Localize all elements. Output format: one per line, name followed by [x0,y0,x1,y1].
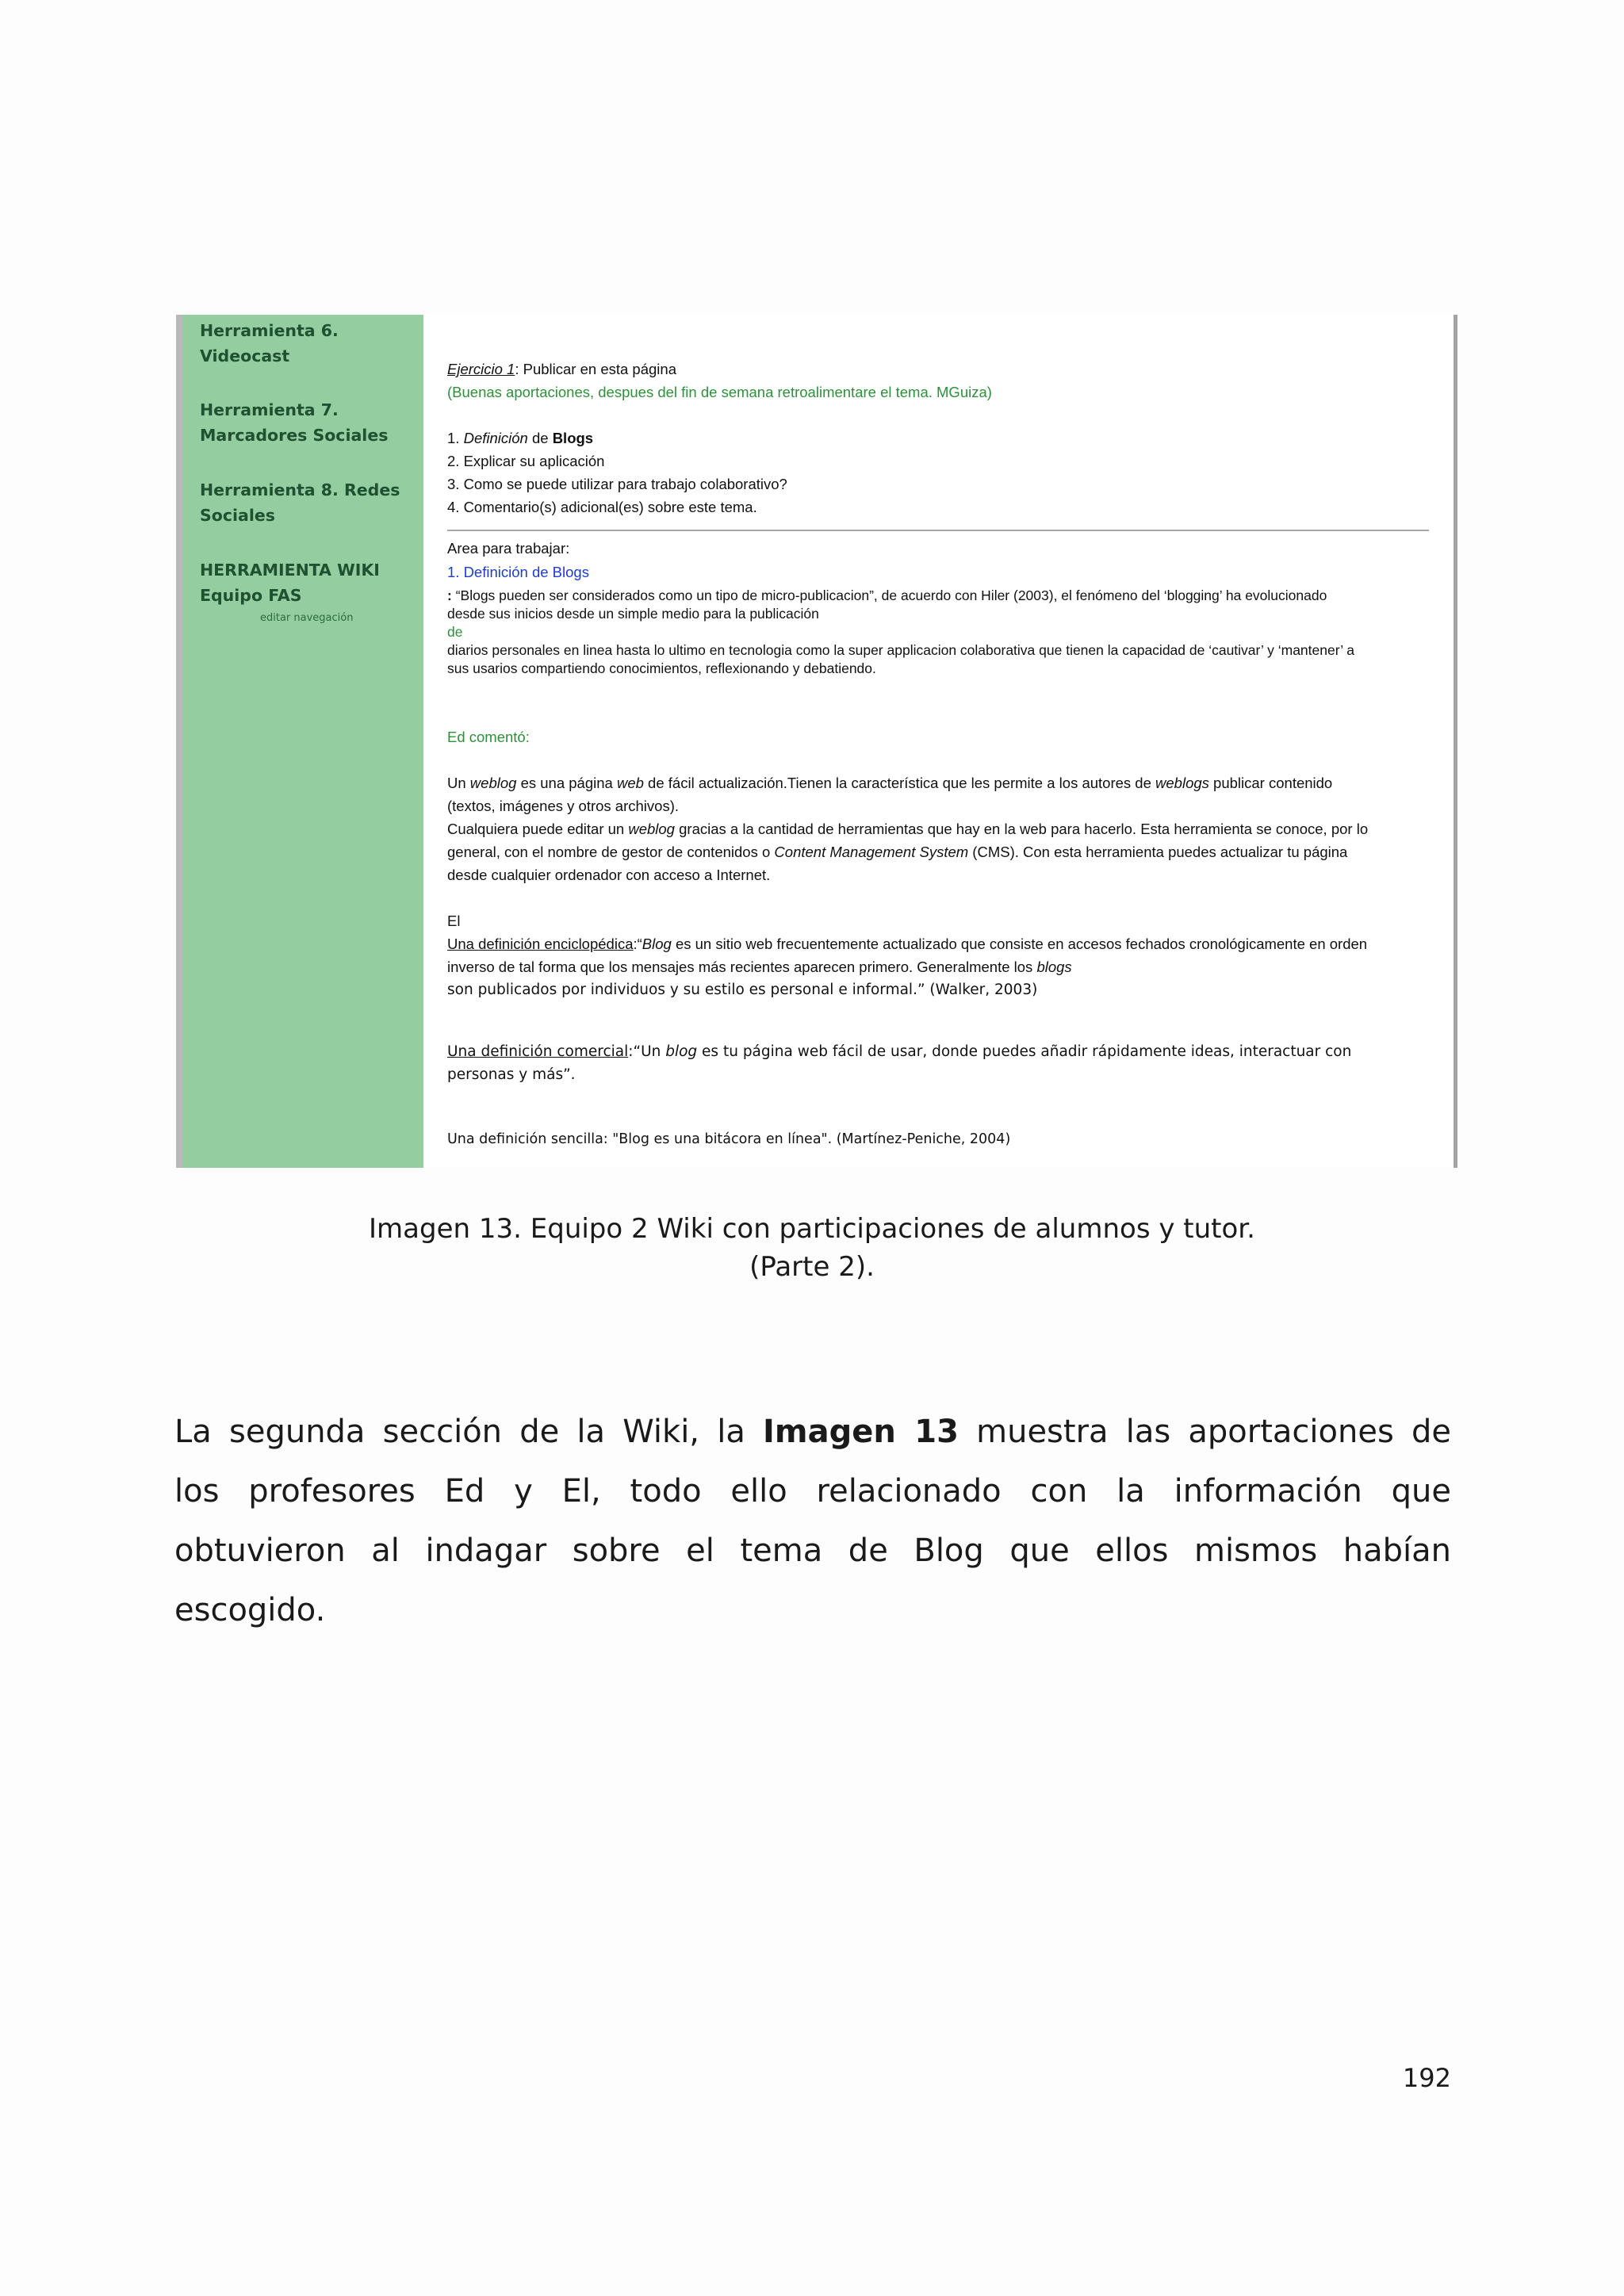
ed-l4-a: general, con el nombre de gestor de contenidos o [447,844,775,860]
page-number: 192 [1402,2063,1451,2093]
ed-l3-a: Cualquiera puede editar un [447,821,629,837]
encyclopedic-def-line-2 [447,959,1072,976]
ed-l4-cms: Content Management System [774,844,969,860]
definition-line-3: diarios personales en linea hasta lo ultimo en tecnologia como la super applicacion colaborativa que tienen la capacidad de ‘cautivar’ y ‘mantener’ a [447,642,1355,658]
task-1-em: Definición [463,430,528,446]
tutor-feedback: (Buenas aportaciones, despues del fin de semana retroalimentare el tema. MGuiza) [447,384,992,400]
ed-comment-line-4 [447,844,1347,861]
wiki-screenshot [176,315,1457,1168]
ed-l3-b: gracias a la cantidad de herramientas que hay en la web para hacerlo. Esta herramienta se conoce, por lo [674,821,1369,837]
ed-l1-d: publicar contenido [1208,775,1333,791]
el-comment-author: El [447,913,461,929]
exercise-title [447,361,676,378]
ed-l1-weblog: weblog [469,775,517,791]
simple-definition: Una definición sencilla: "Blog es una bitácora en línea". (Martínez-Peniche, 2004) [447,1131,1011,1147]
sidebar-item-marcadores-sociales[interactable]: Herramienta 7. Marcadores Sociales [200,400,389,445]
ed-l1-c: de fácil actualización.Tienen la característica que les permite a los autores de [643,775,1156,791]
figure-caption-line-2: (Parte 2). [749,1251,875,1283]
screenshot-right-border [1454,315,1457,1168]
enc-l2-blogs: blogs [1036,959,1072,975]
enc-a: :“ [633,936,642,952]
definition-line-1-text: “Blogs pueden ser considerados como un tipo de micro-publicacion”, de acuerdo con Hiler (2003), el fenómeno del ‘blogging’ ha evolucionado [455,587,1327,603]
encyclopedic-def-line-3: son publicados por individuos y su estilo es personal e informal.” (Walker, 2003) [447,982,1038,998]
commercial-def-line-1 [447,1043,1351,1061]
work-area-label: Area para trabajar: [447,540,570,557]
ed-comment-line-1 [447,775,1332,792]
enc-l2-a: inverso de tal forma que los mensajes más recientes aparecen primero. Generalmente los [447,959,1037,975]
sidebar-item-videocast[interactable]: Herramienta 6. Videocast [200,321,339,365]
exercise-label[interactable]: Ejercicio 1 [447,361,515,377]
com-a: :“Un [628,1043,666,1060]
paragraph-line-1 [174,1402,1451,1462]
ed-l1-web: web [616,775,644,791]
definition-line-1 [447,587,1327,604]
encyclopedic-def-line-1 [447,936,1367,953]
task-1-strong: Blogs [552,430,594,446]
paragraph-line-2: los profesores Ed y El, todo ello relacionado con la información que [174,1473,1451,1510]
ed-l1-weblogs: weblogs [1155,775,1209,791]
sidebar-item-redes-sociales[interactable]: Herramienta 8. Redes Sociales [200,480,400,525]
definition-colon: : [447,587,456,603]
task-4: 4. Comentario(s) adicional(es) sobre este tema. [447,499,757,515]
wiki-content [423,315,1454,1168]
encyclopedic-def-label: Una definición enciclopédica [447,936,634,952]
task-1-number: 1. [447,430,464,446]
paragraph-line-4: escogido. [174,1592,326,1628]
ed-l1-b: es una página [516,775,617,791]
sidebar-item-herramienta-wiki[interactable]: HERRAMIENTA WIKI Equipo FAS [200,561,380,605]
paragraph-line-1-b: muestra las aportaciones de [958,1414,1451,1450]
wiki-sidebar [182,315,423,1168]
ed-comment-header: Ed comentó: [447,729,530,745]
ed-l1-a: Un [447,775,470,791]
definition-de: de [447,624,463,640]
paragraph-line-1-a: La segunda sección de la Wiki, la [174,1414,764,1450]
commercial-def-line-2: personas y más”. [447,1066,576,1083]
definition-line-4: sus usarios compartiendo conocimientos, reflexionando y debatiendo. [447,660,876,676]
ed-comment-line-3 [447,821,1368,838]
definition-heading: 1. Definición de Blogs [447,564,589,580]
ed-l4-b: (CMS). Con esta herramienta puedes actualizar tu página [968,844,1348,860]
com-b: es tu página web fácil de usar, donde puedes añadir rápidamente ideas, interactuar con [697,1043,1352,1060]
commercial-def-label: Una definición comercial [447,1043,629,1060]
screenshot-left-border [176,315,182,1168]
paragraph-bold-ref: Imagen 13 [763,1414,959,1450]
ed-comment-line-2: (textos, imágenes y otros archivos). [447,798,679,814]
definition-line-2: desde sus inicios desde un simple medio para la publicación [447,606,819,622]
body-paragraph [174,1402,1451,1640]
content-divider [447,530,1429,531]
figure-caption-line-1: Imagen 13. Equipo 2 Wiki con participaciones de alumnos y tutor. [369,1213,1255,1245]
ed-comment-line-5: desde cualquier ordenador con acceso a Internet. [447,867,771,883]
enc-blog: Blog [642,936,672,952]
task-2: 2. Explicar su aplicación [447,453,605,469]
edit-navigation-link[interactable]: editar navegación [260,612,354,624]
task-1-mid: de [527,430,553,446]
task-1 [447,430,593,447]
exercise-title-text: : Publicar en esta página [515,361,676,377]
ed-l3-weblog: weblog [628,821,675,837]
paragraph-line-3: obtuvieron al indagar sobre el tema de Blog que ellos mismos habían [174,1533,1451,1569]
enc-b: es un sitio web frecuentemente actualizado que consiste en accesos fechados cronológicamente en orden [671,936,1368,952]
com-blog: blog [665,1043,698,1060]
task-3: 3. Como se puede utilizar para trabajo colaborativo? [447,476,787,492]
